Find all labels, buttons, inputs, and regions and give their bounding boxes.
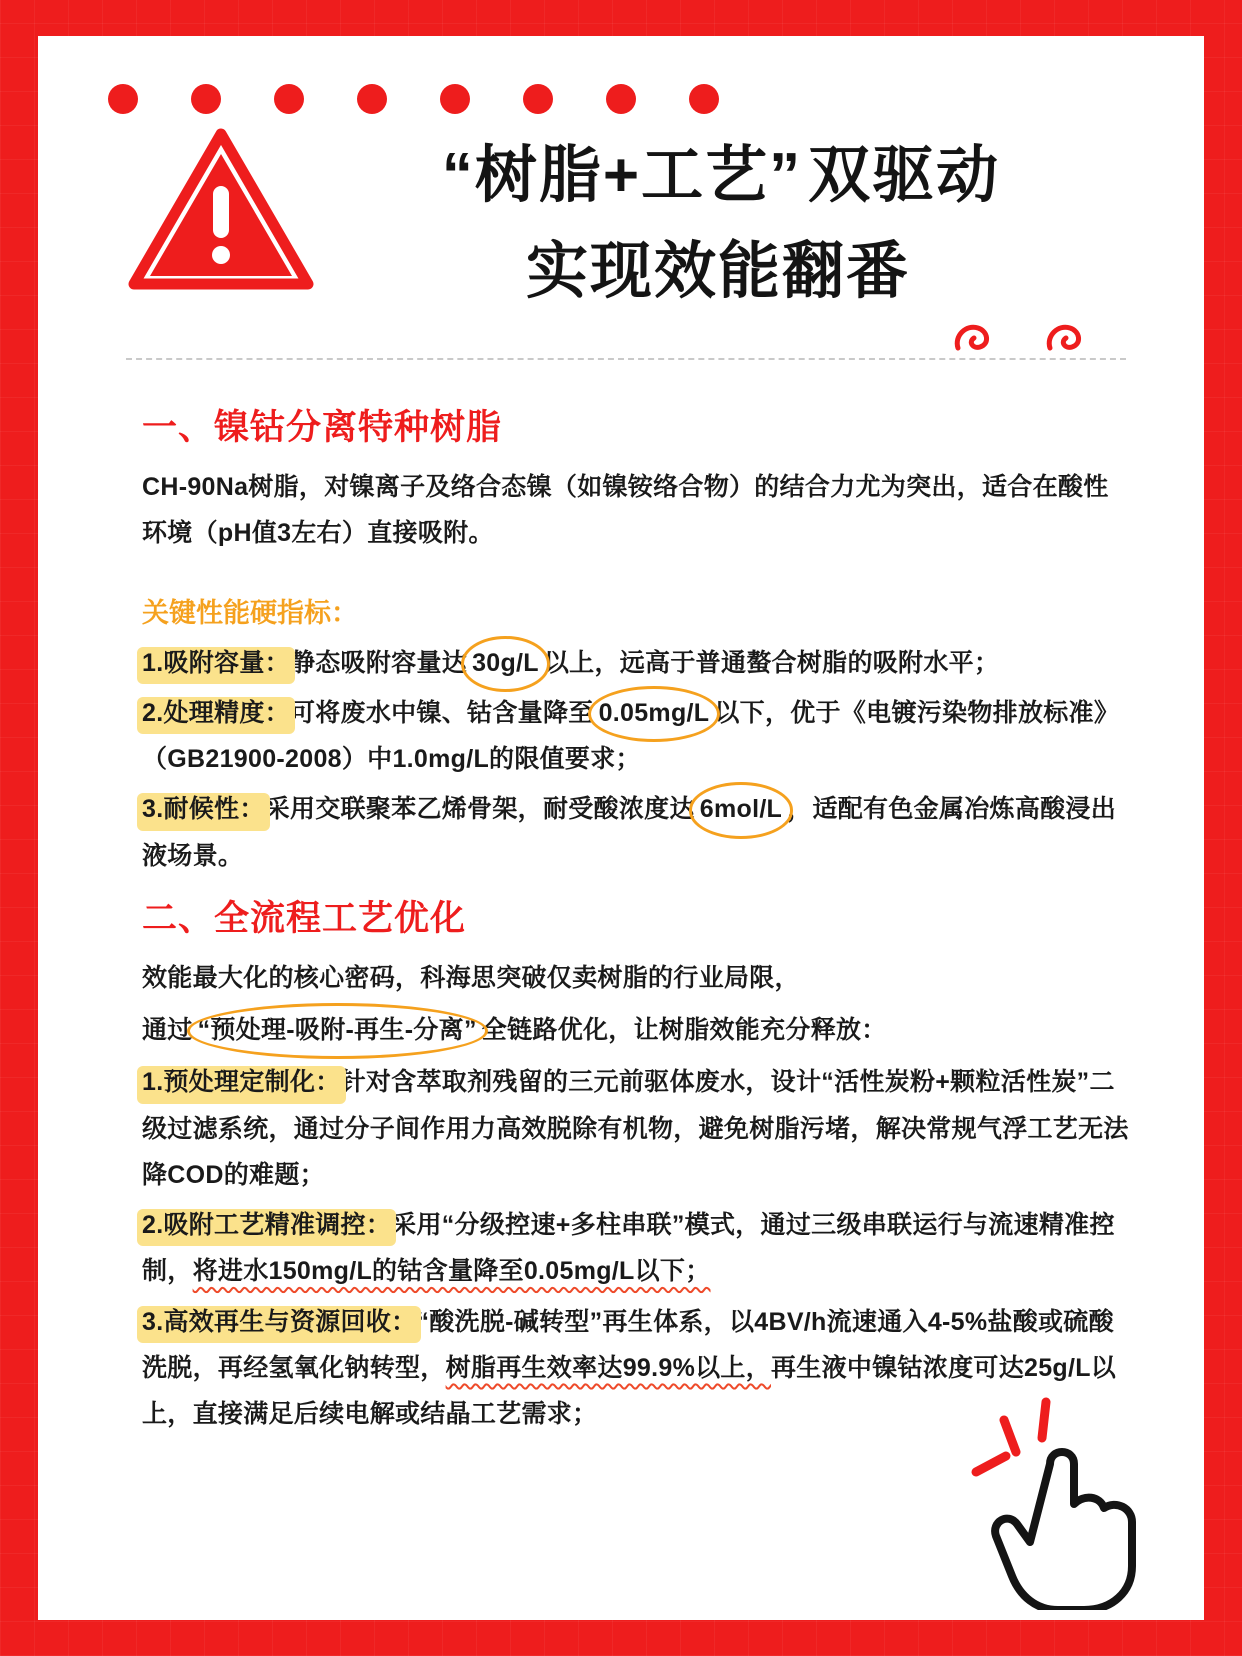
- wavy-underlined-text: 树脂再生效率达99.9%以上，: [445, 1353, 771, 1382]
- swirl-decoration: [952, 318, 1086, 354]
- list-item-text-before: “酸洗脱-碱转型”再生体系，以4BV/h流速通入4-5%盐酸或硫酸洗脱，再经氢氧化钠转型，: [142, 1307, 1114, 1382]
- pointing-hand-icon: [958, 1380, 1178, 1610]
- title-line-2: 实现效能翻番: [525, 236, 910, 306]
- list-item-label: 1.吸附容量：: [142, 640, 290, 686]
- decorative-dot: [108, 84, 138, 114]
- swirl-icon: [952, 318, 994, 354]
- list-item-label: 1.预处理定制化：: [142, 1059, 341, 1105]
- section-2-heading: 二、全流程工艺优化: [142, 898, 467, 938]
- page-title: [338, 131, 1098, 317]
- circled-value: 30g/L: [467, 640, 544, 686]
- title-highlight: “树脂+工艺”: [436, 131, 808, 221]
- poster-content: [142, 388, 1132, 1441]
- wavy-underlined-text: 将进水150mg/L的钴含量降至0.05mg/L以下；: [192, 1257, 711, 1286]
- circled-phrase: “预处理-吸附-再生-分离”: [193, 1007, 482, 1053]
- section-1-heading: 一、镍钴分离特种树脂: [142, 408, 503, 447]
- list-item: [142, 1059, 1132, 1198]
- list-item-text-before: 可将废水中镍、钴含量降至: [289, 698, 594, 727]
- circled-value: 0.05mg/L: [594, 690, 715, 736]
- section-2-intro-line-2: [142, 1007, 1132, 1053]
- intro-text-after: 全链路优化，让树脂效能充分释放：: [481, 1016, 887, 1044]
- list-item-label: 3.高效再生与资源回收：: [142, 1299, 416, 1345]
- list-item-label: 2.处理精度：: [142, 690, 290, 736]
- list-item-text-after: 以上，远高于普通螯合树脂的吸附水平；: [543, 648, 1000, 677]
- list-item-label: 2.吸附工艺精准调控：: [142, 1202, 391, 1248]
- decorative-dot: [274, 84, 304, 114]
- list-item: [142, 690, 1132, 783]
- list-item-text-after: 以下，优于《电镀污染物排放标准》（GB21900-2008）中1.0mg/L的限值要求；: [142, 698, 1120, 773]
- section-1-subheading: 关键性能硬指标：: [142, 597, 358, 628]
- swirl-icon: [1044, 318, 1086, 354]
- decorative-dot: [689, 84, 719, 114]
- list-item: [142, 640, 1132, 686]
- decorative-dot-row: [108, 84, 1138, 114]
- section-2-intro-line-1: 效能最大化的核心密码，科海思突破仅卖树脂的行业局限，: [142, 963, 800, 992]
- title-line-1-rest: 双驱动: [808, 141, 1001, 210]
- header-divider: [126, 358, 1126, 360]
- intro-text-before: 通过: [142, 1016, 193, 1044]
- decorative-dot: [191, 84, 221, 114]
- warning-triangle-icon: [126, 124, 316, 294]
- decorative-dot: [357, 84, 387, 114]
- list-item-text-before: 采用“分级控速+多柱串联”模式，通过三级串联运行与流速精准控制，: [142, 1211, 1115, 1286]
- list-item-text-before: 采用交联聚苯乙烯骨架，耐受酸浓度达: [264, 795, 695, 824]
- list-item: [142, 786, 1132, 879]
- list-item: [142, 1202, 1132, 1295]
- decorative-dot: [606, 84, 636, 114]
- list-item-text: 针对含萃取剂残留的三元前驱体废水，设计“活性炭粉+颗粒活性炭”二级过滤系统，通过分子间作用力高效脱除有机物，避免树脂污堵，解决常规气浮工艺无法降COD的难题；: [142, 1068, 1129, 1189]
- decorative-dot: [523, 84, 553, 114]
- section-1-intro: CH-90Na树脂，对镍离子及络合态镍（如镍铵络合物）的结合力尤为突出，适合在酸性环境（pH值3左右）直接吸附。: [142, 473, 1109, 548]
- poster-card: [38, 36, 1204, 1620]
- title-line-1: [338, 131, 1098, 221]
- list-item-text-after: ，适配有色金属冶炼高酸浸出液场景。: [142, 795, 1117, 870]
- list-item-text-after: 再生液中镍钴浓度可达25g/L以上，直接满足后续电解或结晶工艺需求；: [142, 1353, 1117, 1428]
- decorative-dot: [440, 84, 470, 114]
- circled-value: 6mol/L: [695, 786, 787, 832]
- list-item-text-before: 静态吸附容量达: [289, 648, 468, 677]
- list-item-label: 3.耐候性：: [142, 786, 265, 832]
